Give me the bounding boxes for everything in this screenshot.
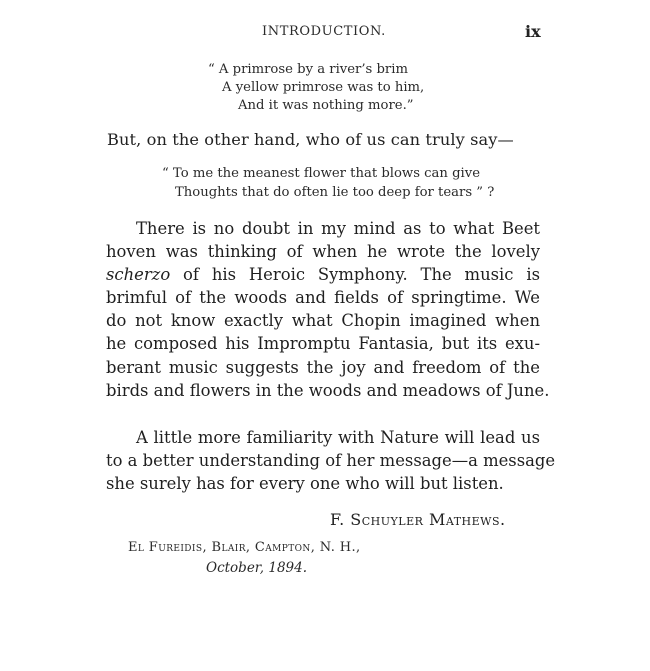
lead-sentence: But, on the other hand, who of us can truly say— — [107, 130, 514, 149]
poem-line: And it was nothing more.” — [238, 98, 414, 114]
text-line: he composed his Impromptu Fantasia, but its exu- — [106, 334, 540, 354]
text-fragment: of his Heroic Symphony. The music is — [170, 265, 540, 285]
poem-line: A yellow primrose was to him, — [222, 80, 425, 96]
text-line: do not know exactly what Chopin imagined when — [106, 311, 540, 331]
text-line: hoven was thinking of when he wrote the lovely — [106, 242, 540, 262]
chapter-title: INTRODUCTION. — [262, 24, 386, 39]
text-line: brimful of the woods and fields of springtime. We — [106, 288, 540, 308]
italic-term: scherzo — [106, 265, 171, 285]
poem-line: Thoughts that do often lie too deep for tears ” ? — [175, 185, 495, 200]
text-line — [106, 263, 540, 286]
poem-quote-flower — [162, 164, 494, 202]
date-line: October, 1894. — [206, 560, 308, 576]
paragraph-beethoven-chopin — [106, 217, 550, 402]
text-line: A little more familiarity with Nature will lead us — [136, 428, 540, 447]
poem-line: “ A primrose by a river’s brim — [208, 62, 408, 77]
poem-line: “ To me the meanest flower that blows can give — [162, 166, 481, 181]
page-number: ix — [525, 22, 541, 41]
text-line: she surely has for every one who will but listen. — [106, 474, 504, 494]
text-line: berant music suggests the joy and freedom of the — [106, 357, 540, 377]
poem-quote-primrose — [208, 61, 424, 116]
paragraph-nature — [106, 426, 556, 495]
running-header — [0, 24, 650, 44]
text-line: birds and flowers in the woods and meadows of June. — [106, 380, 550, 400]
text-line: There is no doubt in my mind as to what Beet — [136, 219, 540, 238]
text-line: to a better understanding of her message—a message — [106, 451, 556, 471]
address-line: El Fureidis, Blair, Campton, N. H., — [128, 540, 361, 555]
author-signature: F. Schuyler Mathews. — [330, 510, 506, 529]
